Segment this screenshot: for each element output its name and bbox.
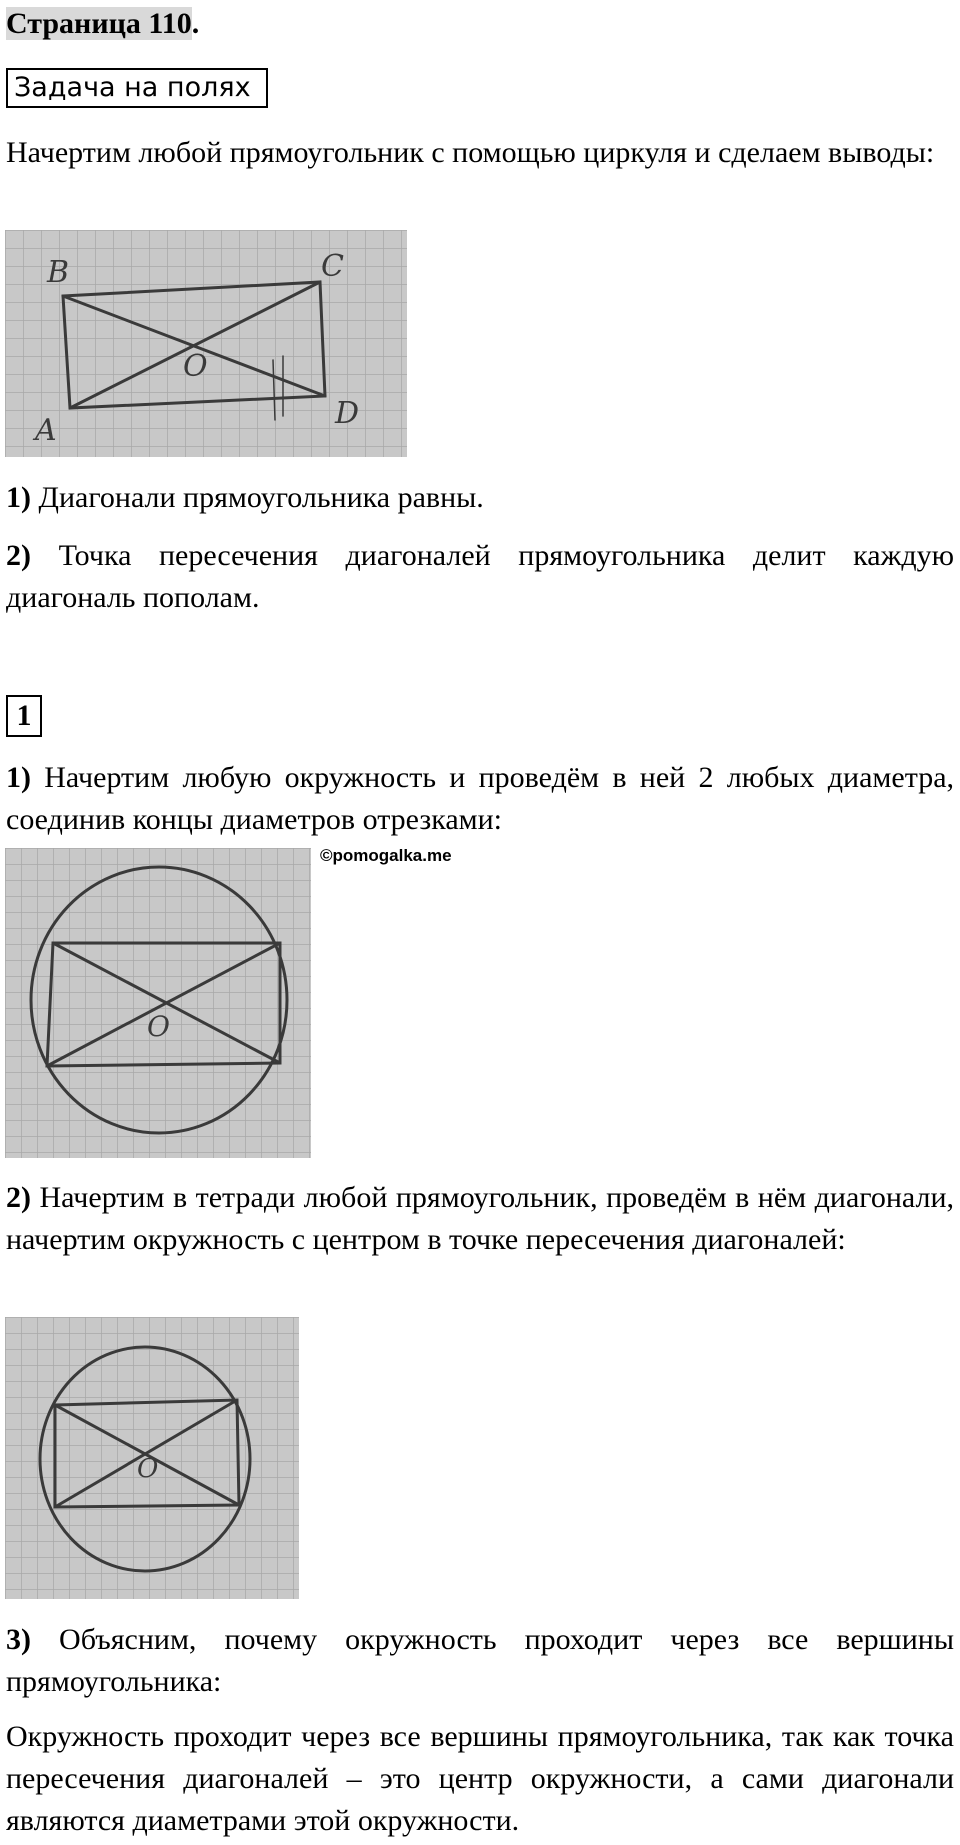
page-title-dot: .	[191, 7, 200, 40]
conclusion-2-text: Точка пересечения диагоналей прямоугольника делит каждую диагональ пополам.	[6, 539, 955, 614]
step-1	[6, 757, 954, 841]
answer-text: Окружность проходит через все вершины прямоугольника, так как точка пересечения диагоналей – это центр окружности, а сами диагонали являются диаметрами этой окружности.	[6, 1720, 954, 1837]
center-label-1: O	[147, 1010, 170, 1043]
step-1-text: Начертим любую окружность и проведём в ней 2 любых диаметра, соединив концы диаметров отрезками:	[6, 761, 955, 836]
margin-task-intro: Начертим любой прямоугольник с помощью циркуля и сделаем выводы:	[6, 136, 935, 169]
step-2-num: 2)	[6, 1181, 31, 1214]
step-2-text: Начертим в тетради любой прямоугольник, проведём в нём диагонали, начертим окружность с центром в точке пересечения диагоналей:	[6, 1181, 955, 1256]
step-3-num: 3)	[6, 1623, 31, 1656]
label-a: A	[35, 413, 57, 448]
label-c: C	[321, 249, 344, 284]
label-b: B	[47, 255, 70, 290]
label-d: D	[335, 396, 360, 431]
task-number: 1	[6, 695, 42, 737]
center-label-2: O	[137, 1454, 159, 1484]
page-title-text: Страница 110	[6, 7, 192, 40]
conclusion-2-num: 2)	[6, 539, 31, 572]
circle-photo-2	[5, 1317, 299, 1599]
rectangle-drawing	[5, 230, 407, 457]
watermark: ©pomogalka.me	[320, 846, 452, 865]
circle-photo-1	[5, 848, 311, 1158]
page-title	[6, 4, 199, 44]
conclusion-2	[6, 535, 954, 619]
rectangle-photo	[5, 230, 407, 457]
conclusion-1-text: Диагонали прямоугольника равны.	[38, 481, 484, 514]
step-1-num: 1)	[6, 761, 31, 794]
step-3-text: Объясним, почему окружность проходит через все вершины прямоугольника:	[6, 1623, 955, 1698]
conclusion-1-num: 1)	[6, 481, 31, 514]
circle-drawing-1	[5, 848, 311, 1158]
step-2	[6, 1177, 954, 1261]
margin-task-label: Задача на полях	[6, 68, 268, 108]
circle-drawing-2	[5, 1317, 299, 1599]
conclusion-1	[6, 477, 954, 519]
step-3	[6, 1619, 954, 1703]
label-o: O	[183, 349, 208, 384]
